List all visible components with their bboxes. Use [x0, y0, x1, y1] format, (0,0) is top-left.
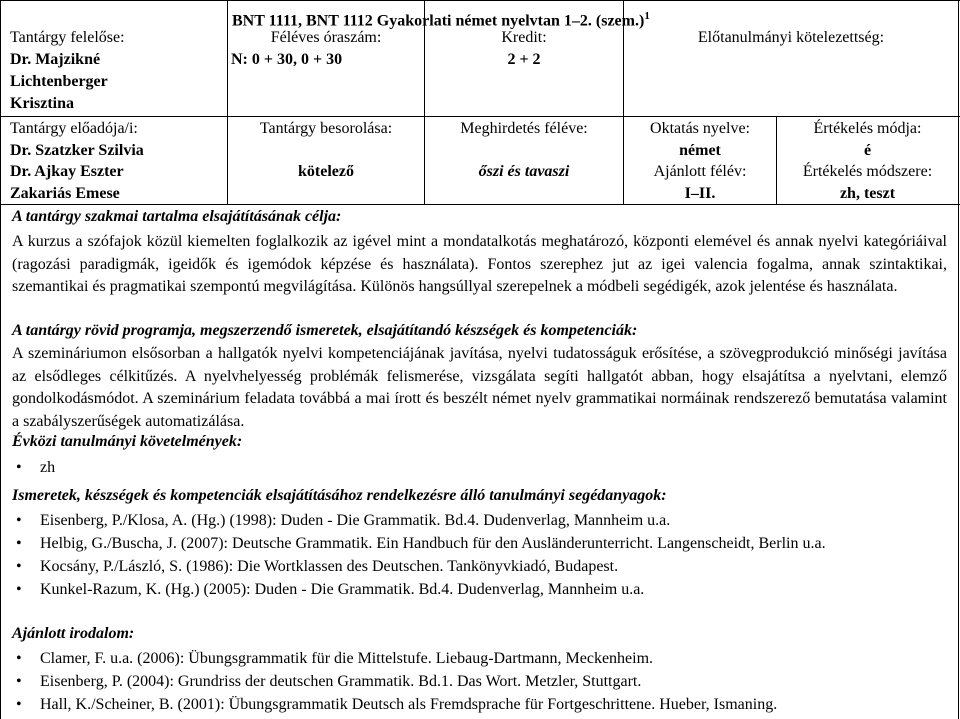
- classification-value: kötelező: [298, 163, 354, 180]
- language-value: német: [679, 142, 721, 159]
- credit-label: Kredit:: [501, 29, 547, 46]
- course-title: BNT 1111, BNT 1112 Gyakorlati német nyelvtan 1–2. (szem.)$^1$: [232, 10, 650, 30]
- materials-heading: Ismeretek, készségek és kompetenciák elsajátításához rendelkezésre álló tanulmányi segédanyagok:: [12, 487, 667, 504]
- lecturer-3: Zakariás Emese: [10, 185, 120, 202]
- table-border-right: [958, 0, 959, 719]
- material-item: • Kunkel-Razum, K. (Hg.) (2005): Duden - Die Grammatik. Bd.4. Dudenverlag, Mannheim u.a.: [12, 579, 947, 601]
- prereq-label: Előtanulmányi kötelezettség:: [697, 29, 885, 46]
- hours-label: Féléves óraszám:: [270, 29, 382, 46]
- program-heading: A tantárgy rövid programja, megszerzendő ismeretek, elsajátítandó készségek és kompetenciák:: [12, 322, 638, 339]
- eval-mode-value: é: [863, 142, 872, 159]
- classification-label: Tantárgy besorolása:: [259, 120, 393, 137]
- material-item: • Helbig, G./Buscha, J. (2007): Deutsche Grammatik. Ein Handbuch für den Ausländerunterricht. Langenscheidt, Berlin u.a.: [12, 533, 947, 555]
- eval-method-value: zh, teszt: [839, 185, 896, 202]
- responsible-label: Tantárgy felelőse:: [10, 29, 125, 46]
- material-item: • Kocsány, P./László, S. (1986): Die Wortklassen des Deutschen. Tankönyvkiadó, Budapest.: [12, 556, 947, 578]
- credit-value: 2 + 2: [507, 51, 541, 68]
- table-border-left: [0, 0, 1, 719]
- responsible-name-line-3: Krisztina: [10, 95, 74, 112]
- responsible-name-line-2: Lichtenberger: [10, 73, 108, 90]
- recommended-semester-label: Ajánlott félév:: [653, 163, 747, 180]
- recommended-semester-value: I–II.: [684, 185, 716, 202]
- lecturers-label: Tantárgy előadója/i:: [10, 120, 138, 137]
- material-item: • Eisenberg, P./Klosa, A. (Hg.) (1998): Duden - Die Grammatik. Bd.4. Dudenverlag, Mannheim u.a.: [12, 510, 947, 532]
- lecturer-2: Dr. Ajkay Eszter: [10, 163, 124, 180]
- language-label: Oktatás nyelve:: [650, 120, 750, 137]
- literature-heading: Ajánlott irodalom:: [12, 625, 135, 642]
- materials-list: [12, 510, 947, 601]
- lecturer-1: Dr. Szatzker Szilvia: [10, 142, 144, 159]
- literature-item: • Hall, K./Scheiner, B. (2001): Übungsgrammatik Deutsch als Fremdsprache für Fortgeschrittene. Hueber, Ismaning.: [12, 694, 947, 716]
- eval-method-label: Értékelés módszere:: [802, 163, 933, 180]
- responsible-name-line-1: Dr. Majzikné: [10, 51, 101, 68]
- aim-text: A kurzus a szófajok közül kiemelten foglalkozik az igével mint a mondatalkotás meghatározó, központi elemével és annak nyelvi kategóriáival (ragozási paradigmák, igeidők és igemódok képzése és használata). Fontos szerephez jut az igei valencia fogalma, annak szintaktikai, szemantikai és pragmatikai szempontú megvilágítása. Különös hangsúllyal szerepelnek a módbeli segédigék, azok jelentése és használata.: [12, 233, 947, 295]
- semester-value: őszi és tavaszi: [478, 163, 570, 180]
- program-text: A szemináriumon elsősorban a hallgatók nyelvi kompetenciájának javítása, nyelvi tudatosságuk erősítése, a szövegprodukció minőségi javítása az elsődleges célkitűzés. A nyelvhelyesség problémák felismerése, vizsgálata segíti hallgatót abban, hogy elsajátítsa a nyelvtani, elemző gondolkodásmódot. A szeminárium feladata továbbá a mai írott és beszélt német nyelv grammatikai normáinak rendszerező bemutatása valamint a szabályszerűségek automatizálása.: [12, 345, 947, 430]
- requirements-heading: Évközi tanulmányi követelmények:: [12, 433, 243, 450]
- eval-mode-label: Értékelés módja:: [813, 120, 922, 137]
- hours-value: N: 0 + 30, 0 + 30: [231, 51, 343, 68]
- table-border-top: [0, 0, 960, 1]
- footnote-mark: 1: [644, 10, 650, 22]
- literature-item: • Clamer, F. u.a. (2006): Übungsgrammatik für die Mittelstufe. Liebaug-Dartmann, Meckenheim.: [12, 648, 947, 670]
- table-divider-info-row: [0, 204, 960, 205]
- requirements-list: [12, 457, 947, 479]
- literature-list: [12, 648, 947, 716]
- literature-item: • Eisenberg, P. (2004): Grundriss der deutschen Grammatik. Bd.1. Das Wort. Metzler, Stuttgart.: [12, 671, 947, 693]
- semester-label: Meghirdetés féléve:: [460, 120, 588, 137]
- table-divider-header-row: [0, 116, 960, 117]
- aim-heading: A tantárgy szakmai tartalma elsajátításának célja:: [12, 208, 342, 225]
- requirement-item: • zh: [12, 457, 947, 479]
